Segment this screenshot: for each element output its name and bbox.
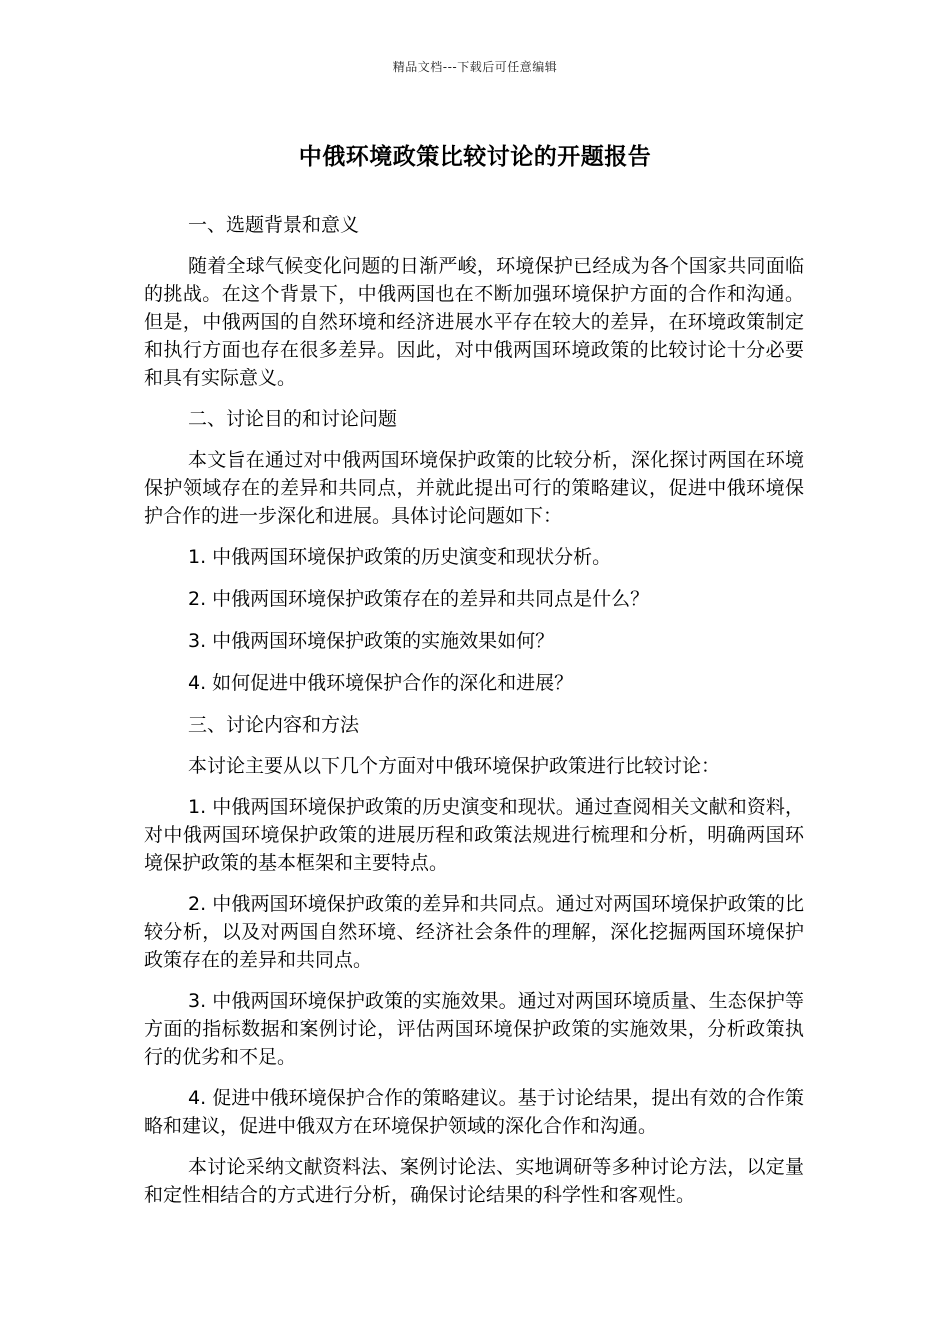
question-item-2: 2. 中俄两国环境保护政策存在的差异和共同点是什么？ [188,588,650,610]
section-heading-objectives: 二、讨论目的和讨论问题 [188,408,398,430]
section-heading-background: 一、选题背景和意义 [188,214,360,236]
question-item-4: 4. 如何促进中俄环境保护合作的深化和进展？ [188,672,574,694]
content-item-4: 4. 促进中俄环境保护合作的策略建议。基于讨论结果，提出有效的合作策略和建议，促进中俄双方在环境保护领域的深化合作和沟通。 [144,1087,804,1137]
question-item-1: 1. 中俄两国环境保护政策的历史演变和现状分析。 [188,546,612,568]
content-item-1: 1. 中俄两国环境保护政策的历史演变和现状。通过查阅相关文献和资料，对中俄两国环境保护政策的进展历程和政策法规进行梳理和分析，明确两国环境保护政策的基本框架和主要特点。 [144,796,804,874]
paragraph-background: 随着全球气候变化问题的日渐严峻，环境保护已经成为各个国家共同面临的挑战。在这个背景下，中俄两国也在不断加强环境保护方面的合作和沟通。但是，中俄两国的自然环境和经济进展水平存在较大的差异，在环境政策制定和执行方面也存在很多差异。因此，对中俄两国环境政策的比较讨论十分必要和具有实际意义。 [144,255,804,389]
paragraph-methods: 本讨论采纳文献资料法、案例讨论法、实地调研等多种讨论方法，以定量和定性相结合的方式进行分析，确保讨论结果的科学性和客观性。 [144,1156,804,1206]
section-heading-content-methods: 三、讨论内容和方法 [188,714,360,736]
paragraph-content-intro: 本讨论主要从以下几个方面对中俄环境保护政策进行比较讨论： [188,755,721,777]
document-body [144,211,804,1222]
paragraph-objectives: 本文旨在通过对中俄两国环境保护政策的比较分析，深化探讨两国在环境保护领域存在的差异和共同点，并就此提出可行的策略建议，促进中俄环境保护合作的进一步深化和进展。具体讨论问题如下： [144,449,804,527]
content-item-3: 3. 中俄两国环境保护政策的实施效果。通过对两国环境质量、生态保护等方面的指标数据和案例讨论，评估两国环境保护政策的实施效果，分析政策执行的优劣和不足。 [144,990,804,1068]
question-item-3: 3. 中俄两国环境保护政策的实施效果如何？ [188,630,555,652]
header-note: 精品文档---下载后可任意编辑 [392,60,558,74]
document-title: 中俄环境政策比较讨论的开题报告 [298,144,652,170]
content-item-2: 2. 中俄两国环境保护政策的差异和共同点。通过对两国环境保护政策的比较分析，以及对两国自然环境、经济社会条件的理解，深化挖掘两国环境保护政策存在的差异和共同点。 [144,893,804,971]
